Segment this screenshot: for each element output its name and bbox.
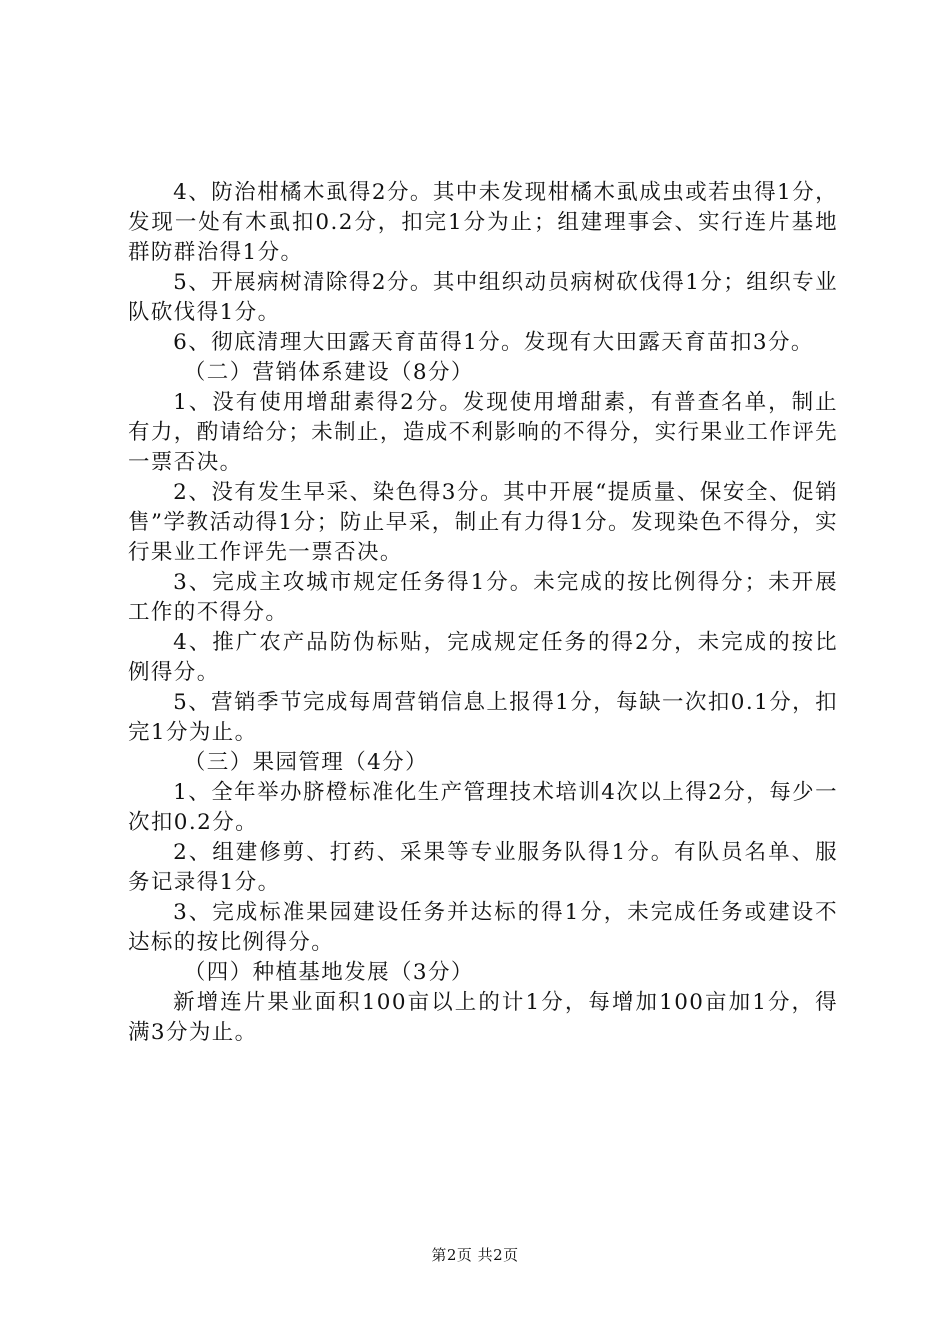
document-body	[128, 178, 838, 1048]
paragraph: 2、没有发生早采、染色得3分。其中开展“提质量、保安全、促销售”学教活动得1分；防止早采，制止有力得1分。发现染色不得分，实行果业工作评先一票否决。	[128, 480, 838, 565]
paragraph: 2、组建修剪、打药、采果等专业服务队得1分。有队员名单、服务记录得1分。	[128, 840, 838, 895]
paragraph: 1、没有使用增甜素得2分。发现使用增甜素，有普查名单，制止有力，酌请给分；未制止，造成不利影响的不得分，实行果业工作评先一票否决。	[128, 390, 838, 475]
paragraph: 新增连片果业面积100亩以上的计1分，每增加100亩加1分，得满3分为止。	[128, 990, 838, 1045]
paragraph: 3、完成主攻城市规定任务得1分。未完成的按比例得分；未开展工作的不得分。	[128, 570, 838, 625]
paragraph: 5、营销季节完成每周营销信息上报得1分，每缺一次扣0.1分，扣完1分为止。	[128, 690, 838, 745]
page-footer: 第2页 共2页	[431, 1246, 519, 1264]
paragraph: 4、推广农产品防伪标贴，完成规定任务的得2分，未完成的按比例得分。	[128, 630, 838, 685]
paragraph: 3、完成标准果园建设任务并达标的得1分，未完成任务或建设不达标的按比例得分。	[128, 900, 838, 955]
paragraph: 1、全年举办脐橙标准化生产管理技术培训4次以上得2分，每少一次扣0.2分。	[128, 780, 838, 835]
section-heading: （二）营销体系建设（8分）	[183, 360, 474, 385]
paragraph: 4、防治柑橘木虱得2分。其中未发现柑橘木虱成虫或若虫得1分，发现一处有木虱扣0.2分，扣完1分为止；组建理事会、实行连片基地群防群治得1分。	[128, 180, 838, 265]
section-heading: （三）果园管理（4分）	[183, 750, 428, 775]
paragraph: 5、开展病树清除得2分。其中组织动员病树砍伐得1分；组织专业队砍伐得1分。	[128, 270, 838, 325]
section-heading: （四）种植基地发展（3分）	[183, 960, 474, 985]
paragraph: 6、彻底清理大田露天育苗得1分。发现有大田露天育苗扣3分。	[173, 330, 814, 355]
